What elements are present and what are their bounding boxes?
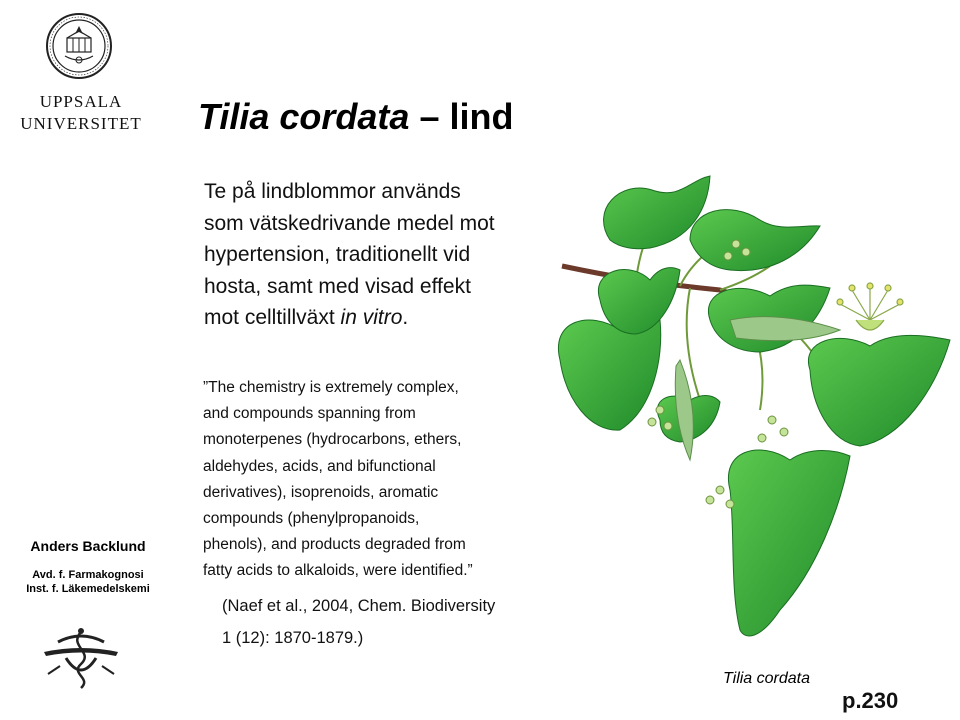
quote-line: compounds (phenylpropanoids, xyxy=(203,510,420,528)
leaf xyxy=(690,210,820,271)
intro-line5-suffix: . xyxy=(402,306,409,329)
reference-line: (Naef et al., 2004, Chem. Biodiversity xyxy=(222,597,496,615)
quote-line: phenols), and products degraded from xyxy=(203,536,466,554)
leaf xyxy=(728,450,850,636)
university-name-line1: UPPSALA xyxy=(39,92,123,111)
university-name-line2: UNIVERSITET xyxy=(20,114,142,133)
quote-line: ”The chemistry is extremely complex, xyxy=(203,379,459,396)
intro-line: hosta, samt med visad effekt xyxy=(204,274,471,298)
department-line1: Avd. f. Farmakognosi xyxy=(32,569,144,581)
quote-line: monoterpenes (hydrocarbons, ethers, xyxy=(203,431,462,449)
reference-line: 1 (12): 1870-1879.) xyxy=(222,629,364,647)
page-number: p.230 xyxy=(842,688,899,713)
sidebar xyxy=(0,0,162,720)
leaf xyxy=(808,335,950,446)
reference xyxy=(222,590,562,654)
figure-caption: Tilia cordata xyxy=(723,670,811,687)
intro-line: som vätskedrivande medel mot xyxy=(204,211,495,235)
intro-paragraph xyxy=(204,176,564,334)
department-line2: Inst. f. Läkemedelskemi xyxy=(26,583,150,595)
slide-title xyxy=(198,96,513,138)
quote-line: aldehydes, acids, and bifunctional xyxy=(203,457,436,475)
title-common-name: lind xyxy=(449,96,514,137)
bract xyxy=(675,360,693,460)
leaf xyxy=(598,268,680,334)
quote-line: and compounds spanning from xyxy=(203,405,416,423)
author-name: Anders Backlund xyxy=(30,538,146,554)
university-seal-icon xyxy=(45,12,113,80)
intro-line5-prefix: mot celltillväxt xyxy=(204,306,341,329)
intro-line: Te på lindblommor används xyxy=(204,180,461,203)
title-dash: – xyxy=(419,96,440,137)
tilia-cordata-illustration xyxy=(540,170,960,670)
leaf xyxy=(558,320,660,430)
intro-in-vitro: in vitro xyxy=(340,306,403,329)
quote-line: derivatives), isoprenoids, aromatic xyxy=(203,483,439,501)
pharmacy-emblem-icon xyxy=(38,622,124,692)
title-species: Tilia cordata xyxy=(198,96,410,137)
bract xyxy=(730,317,840,341)
intro-line: hypertension, traditionellt vid xyxy=(204,243,471,266)
open-flower xyxy=(837,283,903,330)
quote-line: fatty acids to alkaloids, were identified.” xyxy=(203,562,473,580)
quote-paragraph xyxy=(203,375,553,585)
petiole xyxy=(687,288,700,400)
intro-line xyxy=(204,302,564,334)
